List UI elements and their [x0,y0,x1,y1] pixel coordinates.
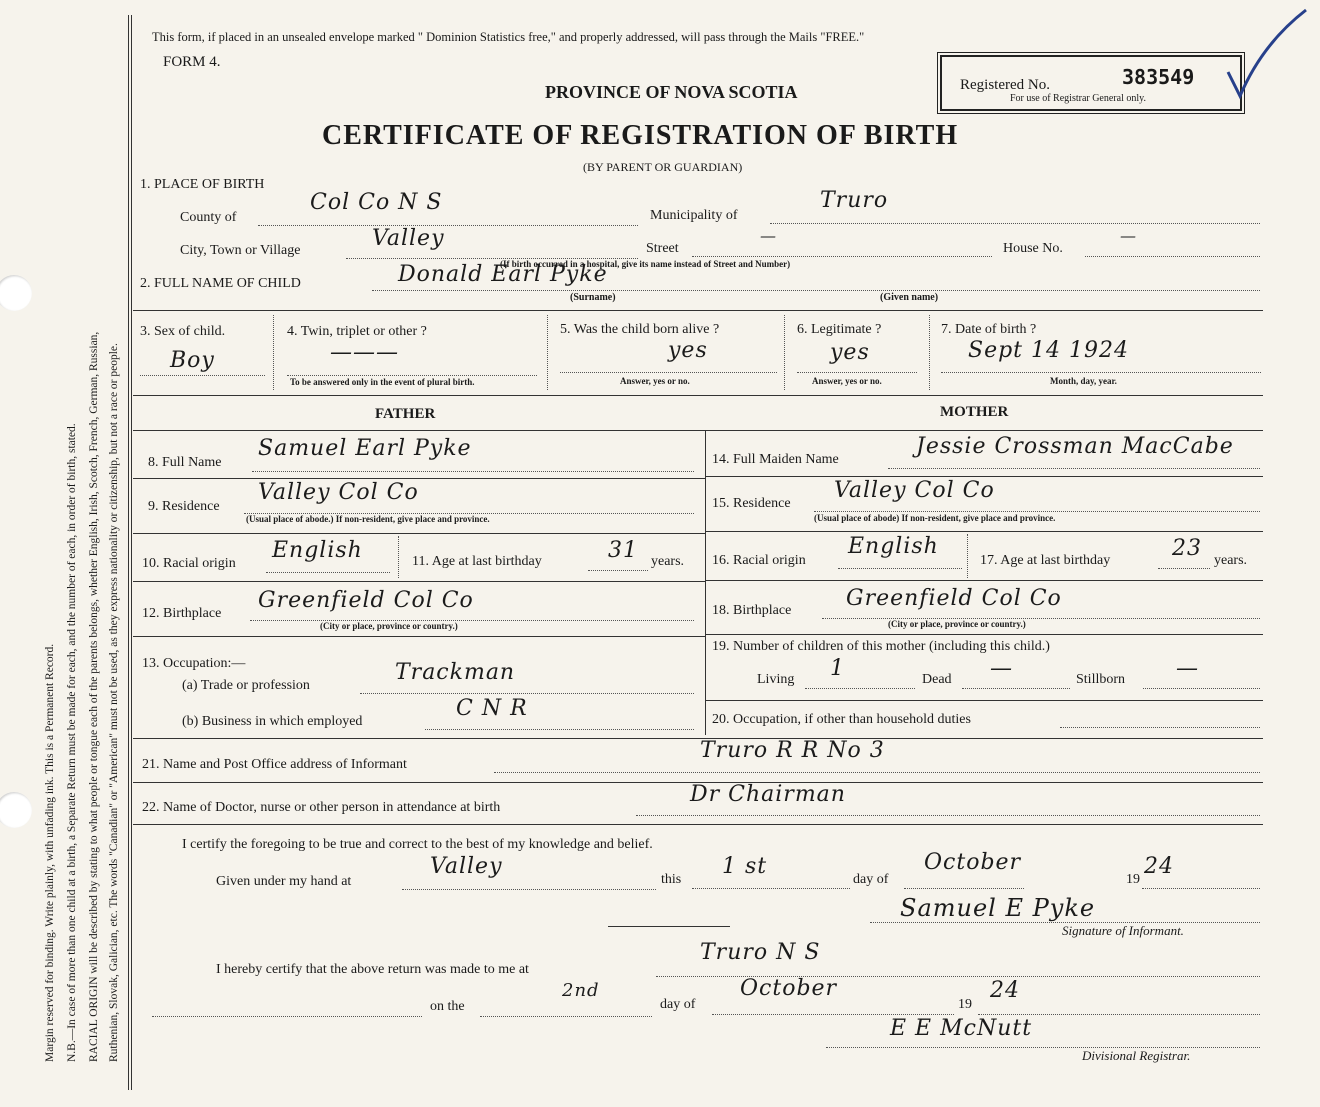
mother-name-value: Jessie Crossman MacCabe [916,434,1234,459]
mother-age-label: 17. Age at last birthday [980,553,1111,568]
legitimate-value: yes [830,340,870,365]
given-label: Given under my hand at [216,874,352,889]
mother-name-line [888,468,1260,469]
father-name-value: Samuel Earl Pyke [258,436,472,461]
living-value: 1 [830,656,845,681]
trade-line [360,693,694,694]
city-value: Valley [372,226,445,251]
reg-month-value: October [740,976,838,1001]
mother-residence-label: 15. Residence [712,496,791,511]
dead-value: — [990,656,1013,681]
mother-birthplace-value: Greenfield Col Co [846,586,1062,611]
mother-age-value: 23 [1172,536,1202,561]
father-racial-line [266,572,390,573]
child-name-line [372,290,1260,291]
given-place-line [402,889,656,890]
mother-racial-value: English [848,534,939,559]
mother-name-label: 14. Full Maiden Name [712,452,839,467]
county-label: County of [180,210,237,225]
dob-note: Month, day, year. [1050,376,1117,386]
month-line [904,888,1024,889]
stillborn-line [1143,688,1260,689]
county-value: Col Co N S [310,190,443,215]
street-line [692,256,992,257]
reg-month-line [712,1014,954,1015]
registrar-certify: I hereby certify that the above return was made to me at [216,962,529,977]
legitimate-note: Answer, yes or no. [812,376,882,386]
form-number: FORM 4. [163,54,221,70]
divider-4 [133,738,1263,739]
mother-div-3 [705,580,1263,581]
col-div-4 [929,315,930,390]
mother-racial-label: 16. Racial origin [712,553,806,568]
trade-value: Trackman [395,660,516,685]
registrar-sig-line [826,1047,1260,1048]
business-label: (b) Business in which employed [182,714,363,729]
father-div-1 [133,478,705,479]
mother-residence-value: Valley Col Co [834,478,995,503]
twin-value: ——— [330,340,399,365]
given-name-note: (Given name) [880,292,939,303]
col-div-3 [784,315,785,390]
place-of-birth-label: 1. PLACE OF BIRTH [140,177,265,192]
registered-number: 383549 [1122,65,1195,89]
father-name-line [252,471,694,472]
dead-line [962,688,1070,689]
father-div-4 [133,636,705,637]
day-line [692,888,850,889]
mother-div-4 [705,634,1263,635]
on-left-line [152,1016,422,1017]
reg-place-value: Truro N S [700,940,821,965]
divider-1 [133,310,1263,311]
margin-note-racial-origin-cont: Ruthenian, Slovak, Galician, etc. The words "Canadian" or "American" must not be used, as they express nationality or citizenship, but not a race or people. [108,343,120,1062]
living-label: Living [757,672,795,687]
certificate-subtitle: (BY PARENT OR GUARDIAN) [583,160,743,174]
twin-label: 4. Twin, triplet or other ? [287,324,427,339]
mother-occupation-line [1060,727,1260,728]
street-label: Street [646,241,679,256]
legitimate-label: 6. Legitimate ? [797,322,882,337]
registrar-signature: E E McNutt [890,1016,1033,1041]
father-age-value: 31 [608,538,638,563]
divider-2 [133,395,1263,396]
municipality-value: Truro [820,188,889,213]
sex-label: 3. Sex of child. [140,324,226,339]
municipality-label: Municipality of [650,208,738,223]
informant-signature: Samuel E Pyke [900,894,1096,922]
day-of-label: day of [853,872,889,887]
house-line [1085,256,1260,257]
reg-day-value: 2nd [562,980,600,1001]
doctor-line [636,815,1260,816]
left-border [128,15,129,1090]
mother-residence-line [814,511,1260,512]
reg-day-line [480,1016,652,1017]
signature-label: Signature of Informant. [1062,923,1184,938]
on-label: on the [430,999,465,1014]
stillborn-value: — [1176,656,1199,681]
divider-3 [133,430,1263,431]
mother-birthplace-label: 18. Birthplace [712,603,792,618]
legitimate-line [797,372,917,373]
father-age-line [588,570,648,571]
mother-birthplace-note: (City or place, province or country.) [888,619,1026,629]
year-value: 24 [1144,854,1174,879]
children-count-label: 19. Number of children of this mother (including this child.) [712,639,1050,654]
business-value: C N R [456,696,528,721]
reg-year-line [978,1014,1260,1015]
father-heading: FATHER [375,406,436,422]
business-line [425,729,694,730]
father-racial-label: 10. Racial origin [142,556,236,571]
mother-years: years. [1214,553,1248,568]
check-mark-icon [1222,4,1312,104]
stillborn-label: Stillborn [1076,672,1126,687]
twin-note: To be answered only in the event of plural birth. [290,377,475,387]
registered-box [940,55,1242,111]
father-age-label: 11. Age at last birthday [412,554,542,569]
twin-line [287,375,537,376]
alive-label: 5. Was the child born alive ? [560,322,720,337]
mother-residence-note: (Usual place of abode) If non-resident, give place and province. [814,513,1056,523]
alive-value: yes [668,338,708,363]
county-line [258,225,638,226]
living-line [805,688,915,689]
mother-div-5 [705,700,1263,701]
trade-label: (a) Trade or profession [182,678,310,693]
registrar-note: For use of Registrar General only. [1010,93,1146,104]
short-separator [608,926,730,927]
informant-line [494,772,1260,773]
child-name-label: 2. FULL NAME OF CHILD [140,276,301,291]
father-residence-note: (Usual place of abode.) If non-resident, give place and province. [246,514,490,524]
father-residence-label: 9. Residence [148,499,220,514]
certificate-title: CERTIFICATE OF REGISTRATION OF BIRTH [322,120,959,151]
mail-note: This form, if placed in an unsealed envelope marked " Dominion Statistics free," and properly addressed, will pass through the Mails "FREE." [152,30,865,44]
this-label: this [661,872,682,887]
alive-note: Answer, yes or no. [620,376,690,386]
mother-racial-line [838,568,962,569]
father-div-2 [133,533,705,534]
margin-note-racial-origin: RACIAL ORIGIN will be described by stating to what people or tongue each of the parents belongs, whether English, Irish, Scotch, French, German, Russian, [88,331,100,1062]
divider-6 [133,824,1263,825]
father-birthplace-note: (City or place, province or country.) [320,621,458,631]
sex-line [140,375,265,376]
left-border-inner [131,15,132,1090]
punch-hole-top [0,275,32,311]
reg-day-of-label: day of [660,997,696,1012]
col-div-1 [273,315,274,390]
reg-year-prefix: 19 [958,997,972,1012]
father-name-label: 8. Full Name [148,455,222,470]
punch-hole-bottom [0,792,32,828]
informant-label: 21. Name and Post Office address of Informant [142,757,407,772]
reg-year-value: 24 [990,978,1020,1003]
dob-line [941,372,1261,373]
municipality-line [770,223,1260,224]
father-birthplace-label: 12. Birthplace [142,606,222,621]
surname-note: (Surname) [570,292,616,303]
day-value: 1 st [722,854,768,879]
house-value: — [1120,226,1137,245]
registered-label: Registered No. [960,77,1050,93]
col-div-2 [547,315,548,390]
month-value: October [924,850,1022,875]
margin-note-binding: Margin reserved for binding. Write plainly, with unfading ink. This is a Permanent Record. [44,643,56,1062]
child-name-value: Donald Earl Pyke [398,262,608,287]
city-label: City, Town or Village [180,243,301,258]
house-label: House No. [1003,241,1063,256]
informant-value: Truro R R No 3 [700,738,885,763]
mother-age-line [1158,568,1210,569]
mother-age-div [967,534,968,578]
margin-note-multiple-births: N.B.—In case of more than one child at a birth, a Separate Return must be made for each, and the number of each, in order of birth, stated. [66,423,78,1062]
mother-div-1 [705,476,1263,477]
father-racial-value: English [272,538,363,563]
sex-value: Boy [170,348,215,373]
mother-occupation-label: 20. Occupation, if other than household duties [712,712,971,727]
dead-label: Dead [922,672,952,687]
year-prefix: 19 [1126,872,1140,887]
dob-label: 7. Date of birth ? [941,322,1037,337]
father-age-div [398,536,399,578]
father-birthplace-line [250,620,694,621]
street-value: — [760,226,777,245]
doctor-label: 22. Name of Doctor, nurse or other person in attendance at birth [142,800,501,815]
year-line [1142,888,1260,889]
province-heading: PROVINCE OF NOVA SCOTIA [545,82,798,102]
father-div-3 [133,581,705,582]
doctor-value: Dr Chairman [690,782,846,807]
occupation-label: 13. Occupation:— [142,656,246,671]
mother-heading: MOTHER [940,404,1009,420]
father-years: years. [651,554,685,569]
alive-line [560,372,777,373]
certify-statement: I certify the foregoing to be true and correct to the best of my knowledge and belief. [182,837,653,852]
mother-div-2 [705,531,1263,532]
dob-value: Sept 14 1924 [968,338,1129,363]
father-birthplace-value: Greenfield Col Co [258,588,474,613]
registrar-label: Divisional Registrar. [1082,1048,1191,1063]
father-residence-value: Valley Col Co [258,480,419,505]
hospital-note: (If birth occurred in a hospital, give its name instead of Street and Number) [500,259,791,269]
given-place-value: Valley [430,854,503,879]
